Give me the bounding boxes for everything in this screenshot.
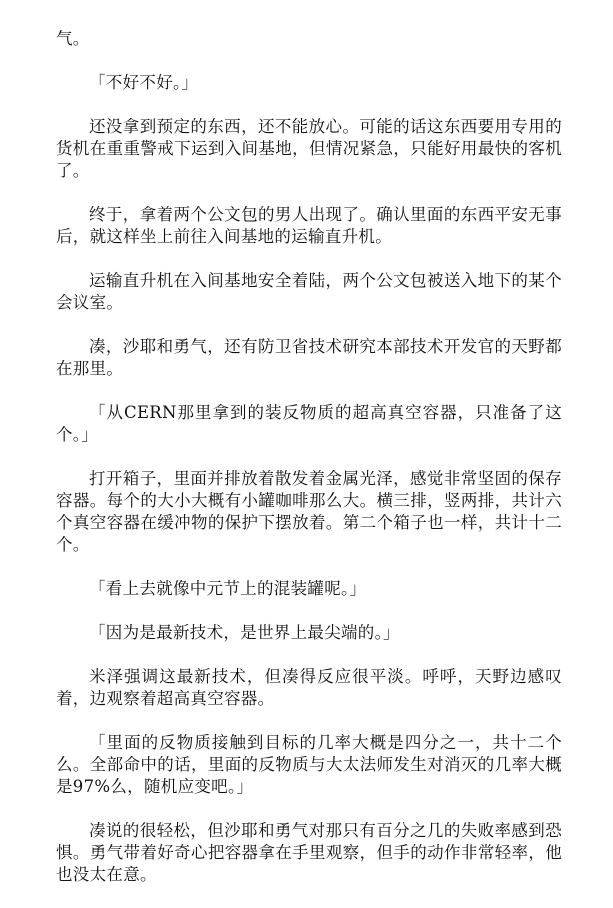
document-page — [56, 28, 562, 908]
body-paragraph: 运输直升机在入间基地安全着陆，两个公文包被送入地下的某个会议室。 — [56, 271, 562, 312]
body-paragraph: 米泽强调这最新技术，但凑得反应很平淡。呼呼，天野边感叹着，边观察着超高真空容器。 — [56, 667, 562, 708]
dialogue-paragraph: 「不好不好。」 — [89, 73, 199, 92]
body-paragraph: 打开箱子，里面并排放着散发着金属光泽，感觉非常坚固的保存容器。每个的大小大概有小罐咖啡那么大。横三排，竖两排，共计六个真空容器在缓冲物的保护下摆放着。第二个箱子也一样，共计十二个。 — [56, 469, 562, 554]
body-paragraph: 还没拿到预定的东西，还不能放心。可能的话这东西要用专用的货机在重重警戒下运到入间基地，但情况紧急，只能好用最快的客机了。 — [56, 117, 562, 180]
dialogue-paragraph: 「里面的反物质接触到目标的几率大概是四分之一，共十二个么。全部命中的话，里面的反物质与大太法师发生对消灭的几率大概是97%么，随机应变吧。」 — [56, 733, 562, 796]
dialogue-paragraph: 「看上去就像中元节上的混装罐呢。」 — [89, 579, 367, 598]
body-paragraph: 凑说的很轻松，但沙耶和勇气对那只有百分之几的失败率感到恐惧。勇气带着好奇心把容器拿在手里观察，但手的动作非常轻率，他也没太在意。 — [56, 821, 562, 884]
body-paragraph: 凑，沙耶和勇气，还有防卫省技术研究本部技术开发官的天野都在那里。 — [56, 337, 562, 378]
paragraph-continuation: 气。 — [56, 29, 90, 48]
body-paragraph: 终于，拿着两个公文包的男人出现了。确认里面的东西平安无事后，就这样坐上前往入间基地的运输直升机。 — [56, 205, 562, 246]
dialogue-paragraph: 「因为是最新技术，是世界上最尖端的。」 — [89, 623, 400, 642]
dialogue-paragraph: 「从CERN那里拿到的装反物质的超高真空容器，只准备了这个。」 — [56, 403, 562, 444]
